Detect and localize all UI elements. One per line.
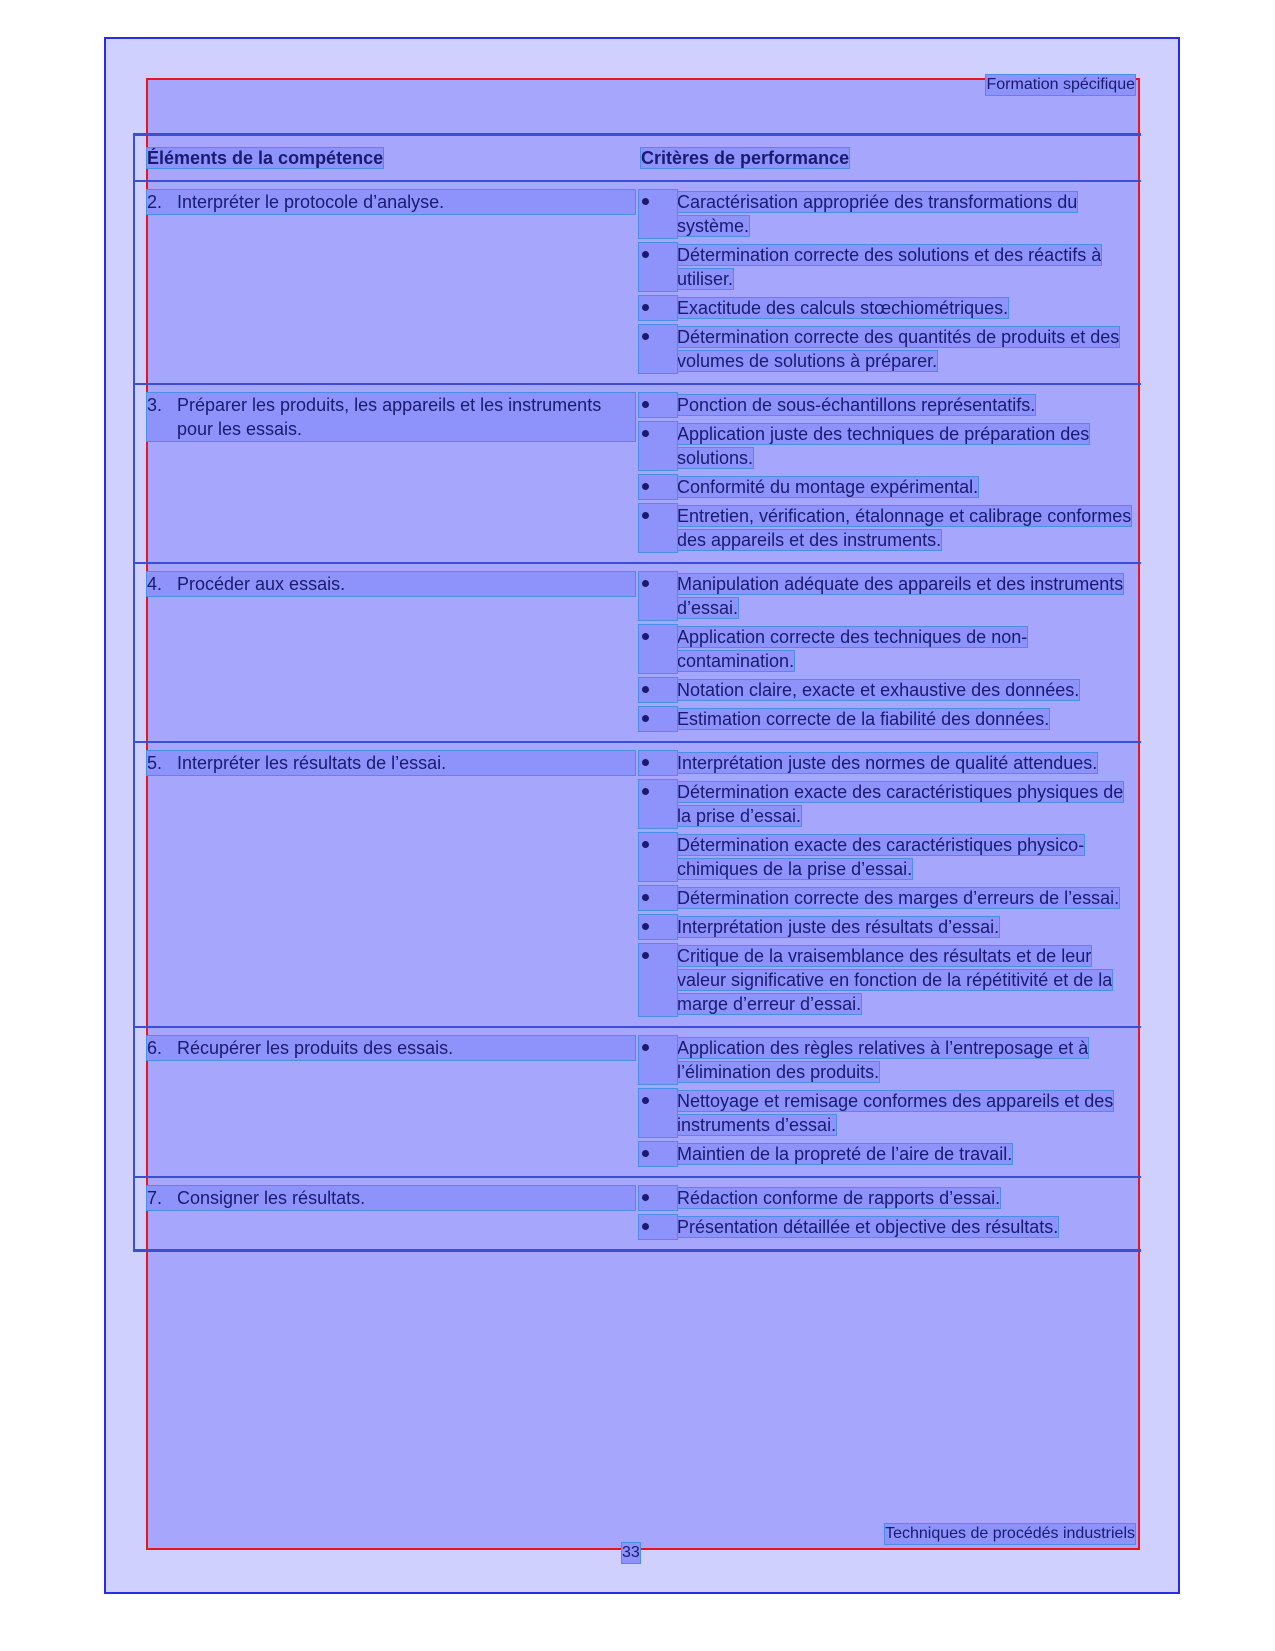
element-number: 4. bbox=[147, 574, 163, 594]
criterion-item bbox=[639, 886, 1141, 910]
criterion-item bbox=[639, 1186, 1141, 1210]
table-body bbox=[135, 182, 1141, 1249]
criterion-item bbox=[639, 572, 1141, 620]
criterion-item bbox=[639, 475, 1141, 499]
header-criteria-cell bbox=[639, 148, 1141, 169]
bullet-icon bbox=[639, 833, 677, 881]
criterion-text: Détermination exacte des caractéristiques physico-chimiques de la prise d’essai. bbox=[677, 835, 1085, 879]
criterion-text: Détermination correcte des quantités de produits et des volumes de solutions à préparer. bbox=[677, 327, 1120, 371]
element-number: 5. bbox=[147, 753, 163, 773]
criterion-item bbox=[639, 678, 1141, 702]
page-number: 33 bbox=[622, 1544, 640, 1561]
element-text: Procéder aux essais. bbox=[177, 574, 346, 594]
criterion-item bbox=[639, 944, 1141, 1016]
criterion-text: Détermination exacte des caractéristiques physiques de la prise d’essai. bbox=[677, 782, 1124, 826]
bullet-icon bbox=[639, 1089, 677, 1137]
criterion-text: Caractérisation appropriée des transformations du système. bbox=[677, 192, 1078, 236]
competence-element bbox=[147, 572, 635, 596]
competence-element bbox=[147, 1186, 635, 1210]
element-text: Interpréter le protocole d’analyse. bbox=[177, 192, 445, 212]
criterion-item bbox=[639, 780, 1141, 828]
bullet-icon bbox=[639, 1036, 677, 1084]
element-cell bbox=[135, 1036, 639, 1171]
bullet-icon bbox=[639, 190, 677, 238]
criterion-text: Notation claire, exacte et exhaustive des données. bbox=[677, 680, 1080, 700]
competence-element bbox=[147, 751, 635, 775]
running-header: Formation spécifique bbox=[986, 76, 1135, 93]
criterion-item bbox=[639, 190, 1141, 238]
criterion-text: Nettoyage et remisage conformes des appareils et des instruments d’essai. bbox=[677, 1091, 1114, 1135]
criterion-item bbox=[639, 833, 1141, 881]
bullet-icon bbox=[639, 780, 677, 828]
criterion-text: Ponction de sous-échantillons représentatifs. bbox=[677, 395, 1036, 415]
criterion-text: Présentation détaillée et objective des résultats. bbox=[677, 1217, 1059, 1237]
criterion-item bbox=[639, 1142, 1141, 1166]
competence-element bbox=[147, 393, 635, 441]
table-header bbox=[135, 136, 1141, 182]
criterion-item bbox=[639, 915, 1141, 939]
bullet-icon bbox=[639, 915, 677, 939]
criterion-item bbox=[639, 393, 1141, 417]
criterion-text: Exactitude des calculs stœchiométriques. bbox=[677, 298, 1009, 318]
element-number: 6. bbox=[147, 1038, 163, 1058]
criterion-text: Conformité du montage expérimental. bbox=[677, 477, 979, 497]
element-number: 3. bbox=[147, 395, 163, 415]
table-row bbox=[135, 743, 1141, 1028]
element-cell bbox=[135, 393, 639, 557]
criterion-item bbox=[639, 504, 1141, 552]
bullet-icon bbox=[639, 243, 677, 291]
element-number: 7. bbox=[147, 1188, 163, 1208]
element-text: Consigner les résultats. bbox=[177, 1188, 366, 1208]
bullet-icon bbox=[639, 944, 677, 1016]
bullet-icon bbox=[639, 1215, 677, 1239]
criterion-text: Détermination correcte des solutions et des réactifs à utiliser. bbox=[677, 245, 1102, 289]
criterion-item bbox=[639, 422, 1141, 470]
criterion-item bbox=[639, 243, 1141, 291]
header-elements: Éléments de la compétence bbox=[147, 147, 384, 168]
bullet-icon bbox=[639, 393, 677, 417]
element-cell bbox=[135, 572, 639, 736]
table-row bbox=[135, 1028, 1141, 1178]
criterion-text: Estimation correcte de la fiabilité des données. bbox=[677, 709, 1050, 729]
criterion-item bbox=[639, 1215, 1141, 1239]
table-row bbox=[135, 182, 1141, 385]
criterion-text: Application correcte des techniques de non-contamination. bbox=[677, 627, 1028, 671]
element-number: 2. bbox=[147, 192, 163, 212]
criterion-text: Maintien de la propreté de l’aire de travail. bbox=[677, 1144, 1013, 1164]
element-cell bbox=[135, 190, 639, 378]
criterion-item bbox=[639, 1036, 1141, 1084]
bullet-icon bbox=[639, 751, 677, 775]
header-elements-cell bbox=[135, 148, 639, 169]
criterion-text: Manipulation adéquate des appareils et des instruments d’essai. bbox=[677, 574, 1124, 618]
criteria-cell bbox=[639, 190, 1141, 378]
competence-element bbox=[147, 190, 635, 214]
bullet-icon bbox=[639, 422, 677, 470]
element-cell bbox=[135, 751, 639, 1021]
competence-table bbox=[133, 133, 1141, 1252]
bullet-icon bbox=[639, 572, 677, 620]
element-text: Interpréter les résultats de l’essai. bbox=[177, 753, 447, 773]
criterion-text: Interprétation juste des résultats d’essai. bbox=[677, 917, 1000, 937]
bullet-icon bbox=[639, 475, 677, 499]
criterion-item bbox=[639, 625, 1141, 673]
bullet-icon bbox=[639, 296, 677, 320]
criterion-text: Rédaction conforme de rapports d’essai. bbox=[677, 1188, 1001, 1208]
criterion-text: Interprétation juste des normes de qualité attendues. bbox=[677, 753, 1098, 773]
criteria-cell bbox=[639, 393, 1141, 557]
element-text: Préparer les produits, les appareils et les instruments pour les essais. bbox=[177, 395, 602, 439]
bullet-icon bbox=[639, 504, 677, 552]
criterion-text: Application juste des techniques de préparation des solutions. bbox=[677, 424, 1090, 468]
criterion-text: Critique de la vraisemblance des résultats et de leur valeur significative en fonction de la répétitivité et de la marge d’erreur d’essai. bbox=[677, 946, 1113, 1014]
criteria-cell bbox=[639, 1186, 1141, 1244]
criterion-item bbox=[639, 1089, 1141, 1137]
table-row bbox=[135, 1178, 1141, 1249]
competence-element bbox=[147, 1036, 635, 1060]
bullet-icon bbox=[639, 1142, 677, 1166]
criteria-cell bbox=[639, 751, 1141, 1021]
criterion-item bbox=[639, 751, 1141, 775]
bullet-icon bbox=[639, 707, 677, 731]
criterion-text: Application des règles relatives à l’entreposage et à l’élimination des produits. bbox=[677, 1038, 1089, 1082]
table-row bbox=[135, 385, 1141, 564]
element-text: Récupérer les produits des essais. bbox=[177, 1038, 454, 1058]
criterion-text: Détermination correcte des marges d’erreurs de l’essai. bbox=[677, 888, 1120, 908]
bullet-icon bbox=[639, 1186, 677, 1210]
bullet-icon bbox=[639, 886, 677, 910]
criteria-cell bbox=[639, 1036, 1141, 1171]
header-criteria: Critères de performance bbox=[641, 147, 850, 168]
criterion-item bbox=[639, 325, 1141, 373]
criterion-item bbox=[639, 707, 1141, 731]
table-row bbox=[135, 564, 1141, 743]
criterion-text: Entretien, vérification, étalonnage et calibrage conformes des appareils et des instruments. bbox=[677, 506, 1132, 550]
criterion-item bbox=[639, 296, 1141, 320]
bullet-icon bbox=[639, 325, 677, 373]
running-footer: Techniques de procédés industriels bbox=[885, 1525, 1135, 1542]
criteria-cell bbox=[639, 572, 1141, 736]
bullet-icon bbox=[639, 625, 677, 673]
element-cell bbox=[135, 1186, 639, 1244]
bullet-icon bbox=[639, 678, 677, 702]
